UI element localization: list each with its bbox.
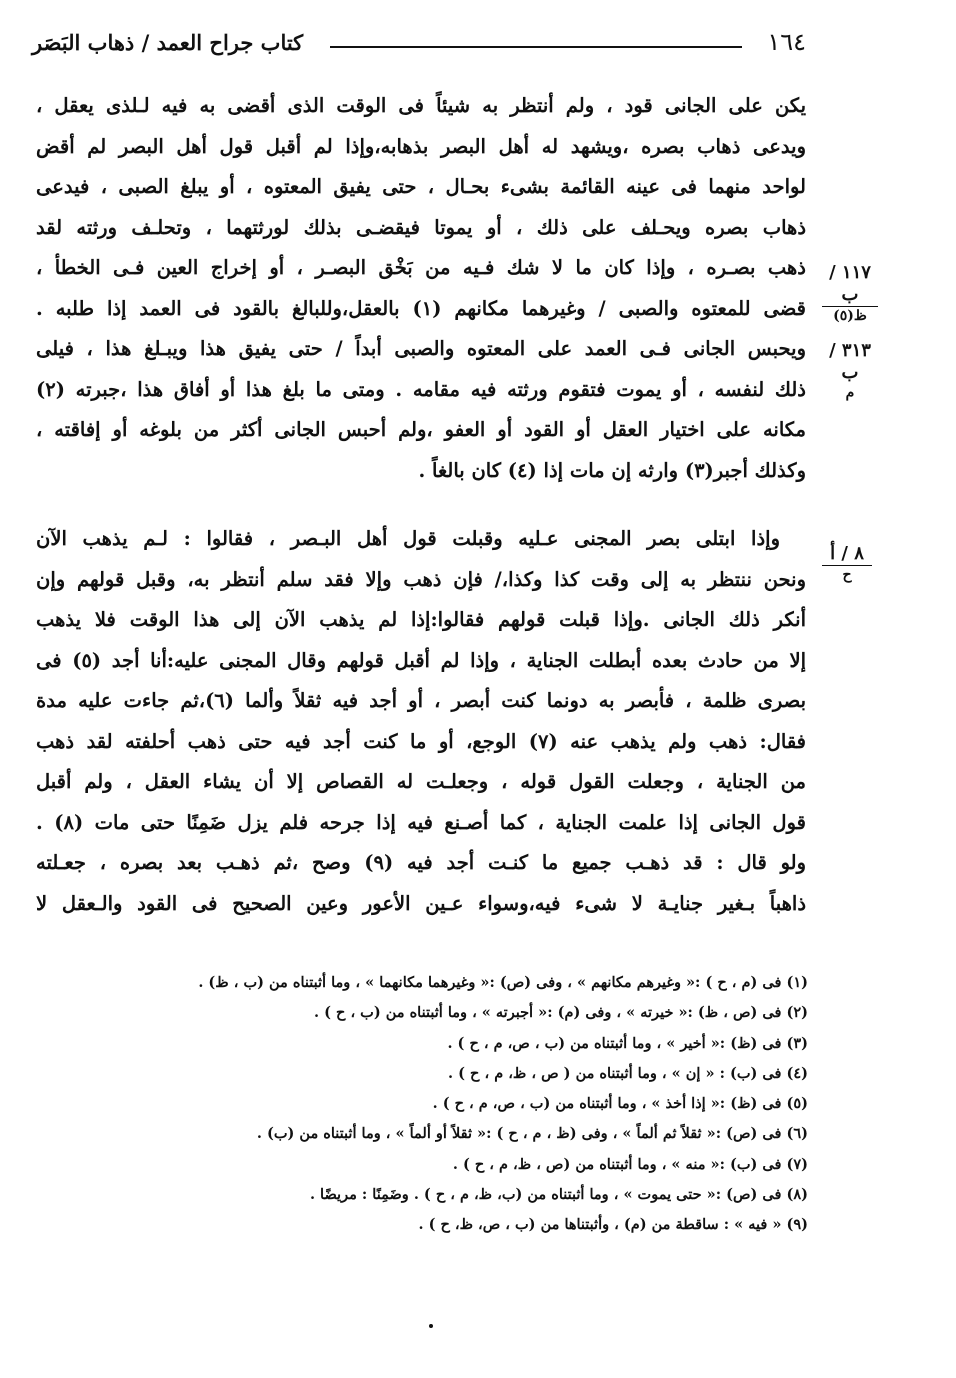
margin-note-ref: ٨ / أ xyxy=(822,543,872,566)
paragraph-2 xyxy=(36,519,806,924)
footnote: (٤) فى (ب) : « إن » ، وما أثبتناه من ( ص ، ظ، م ، ح ) . xyxy=(448,1064,808,1082)
margin-note-siglum: م xyxy=(845,385,855,401)
body-line: وكذلك أجبر(٣) وارثه إن مات إذا (٤) كان بالغاً . xyxy=(418,458,806,482)
footnote: (٧) فى (ب) :« منه » ، وما أثبتناه من (ص ، ظ، م ، ح ) . xyxy=(452,1155,808,1173)
body-line: ويدعى ذهاب بصره ،ويشهد له أهل البصر بذهابه،وإذا لم أقبل قول أهل البصر لم أقض xyxy=(36,134,806,158)
body-line: ونحن ننتظر به إلى وقت كذا وكذا،/ فإن ذهب وإلا فقد سلم أنتظر به، وقبل قولهم وإن xyxy=(36,567,806,591)
footnotes xyxy=(100,968,808,1241)
margin-note xyxy=(822,340,878,402)
body-line: وإذا ابتلى بصر المجنى عـليه وقبلت قول أهل البـصر ، فقالوا : لـم يذهب الآن xyxy=(36,527,780,550)
body-line: ذهاب بصره ويحـلف على ذلك ، أو يموتا فيقضـى بذلك لورثتهما ، وتحلـف ورثته لقد xyxy=(36,215,806,239)
footnote: (٥) فى (ظ) :« إذا أخذ » ، وما أثبتناه من (ب ، ص، م ، ح ) . xyxy=(432,1095,808,1113)
margin-note-siglum: ظ(٥) xyxy=(833,308,867,324)
footnote: (٩) « فيه » : ساقطة من (م) ، وأثبتناها من (ب ، ص، ظ، ح ) . xyxy=(418,1216,808,1234)
paragraph-1 xyxy=(36,86,806,491)
body-line: ولو قال : قد ذهـب جميع ما كنـت أجد فيه (٩) وصح ،ثم ذهـب بعد بصره ، جعـلته xyxy=(36,851,806,874)
body-line: ذهب بصـره ، وإذا كان ما لا شك فـيه من بَخْق البصـر ، أو إخراج العين فـى الخطأ ، xyxy=(36,256,806,279)
body-line: ذلك لنفسه ، أو يموت فتقوم ورثته فيه مقامه . ومتى ما بلغ هذا أو أفاق هذا ،جبرته (٢) xyxy=(36,377,806,401)
margin-note xyxy=(822,543,872,584)
body-line: مكانه على اختيار العقل أو القود أو العفو ،ولم أحبس الجانى أكثر من بلوغه أو إفاقته ، xyxy=(36,418,806,441)
page-header xyxy=(30,24,808,64)
margin-note xyxy=(822,262,878,325)
stray-dot xyxy=(429,1324,433,1328)
body-line: لواحد منهما فى عينه القائمة بشىء بحـال ، حتى يفيق المعتوه ، أو يبلغ الصبى ، فيدعى xyxy=(36,175,806,198)
header-rule xyxy=(330,46,742,48)
footnote: (٣) فى (ظ) :« أخير » ، وما أثبتناه من (ب ، ص، م ، ح ) . xyxy=(447,1034,808,1052)
body-line: قول الجانى إذا علمت الجناية ، كما أصـنع فيه إذا جرحه فلم يزل ضَمِنًا حتى مات (٨) . xyxy=(36,810,806,834)
margin-note-siglum: ح xyxy=(842,567,852,583)
footnote: (١) فى (م ، ح ) :« وغيرهم مكانهم » ، وفى (ص) :« وغيرهما مكانهما » ، وما أثبتناه من (ب ، ظ) . xyxy=(198,974,808,991)
body-line: قضى للمعتوه والصبى / وغيرهما مكانهم (١) بالعقل،وللبالغ بالقود فى العمد إذا طلبه . xyxy=(36,296,806,320)
body-line: إلا من حادث بعده أبطلت الجناية ، وإذا لم أقبل قولهم وقال المجنى عليه:أنا أجد (٥) فى xyxy=(36,648,806,672)
body-line: أنكر ذلك الجانى .وإذا قبلت قولهم فقالوا:إذا لم يذهب الآن إلى هذا الوقت فلا يذهب xyxy=(36,608,806,631)
margin-note-ref: ٣١٣ / ب xyxy=(829,340,871,383)
running-title: كتاب جراح العمد / ذهاب البَصَر xyxy=(32,30,304,55)
body-line: من الجناية ، وجعلت القول قوله ، وجعلـت له القصاص إلا أن يشاء العقل ، ولم أقبل xyxy=(36,770,806,793)
body-line: ذاهباً بـغير جنايـة لا شىء فيه،وسواء عـين الأعور وعين الصحيح فى القود والـعقل لا xyxy=(36,891,806,915)
footnote: (٦) فى (ص) :« ثقلاً ثم ألماً » ، وفى (ظ ، م ، ح ) :« ثقلاً أو ألماً » ، وما أثبتناه من (ب) . xyxy=(256,1125,808,1143)
margin-note-ref: ١١٧ / ب xyxy=(822,262,878,307)
body-line: فقال: ذهب ولم يذهب عنه (٧) الوجع، أو ما كنت أجد فيه حتى ذهب أحلفته لقد ذهب xyxy=(36,729,806,753)
body-line: بصرى ظلمة ، فأبصر به دونما كنت أبصر ، أو أجد فيه ثقلاً وألما (٦)،ثم جاءت عليه مدة xyxy=(36,689,806,712)
page-number: ١٦٤ xyxy=(767,28,806,56)
body-line: ويحبس الجانى فـى العمد على المعتوه والصبى أبداً / حتى يفيق هذا ويبـلغ هذا ، فيلى xyxy=(36,337,806,360)
footnote: (٨) فى (ص) :« حتى يموت » ، وما أثبتناه من (ب، ظ، م ، ح ) . وضَمِنًا : مريضًا . xyxy=(309,1186,808,1204)
footnote: (٢) فى (ص ، ظ) :« خيرته » ، وفى (م) :« أجبرته » ، وما أثبتناه من (ب ، ح ) . xyxy=(314,1004,808,1022)
body-line: يكن على الجانى قود ، ولم أنتظر به شيئاً فى الوقت الذى أقضى به فيه لـلذى يعقل ، xyxy=(36,94,806,117)
